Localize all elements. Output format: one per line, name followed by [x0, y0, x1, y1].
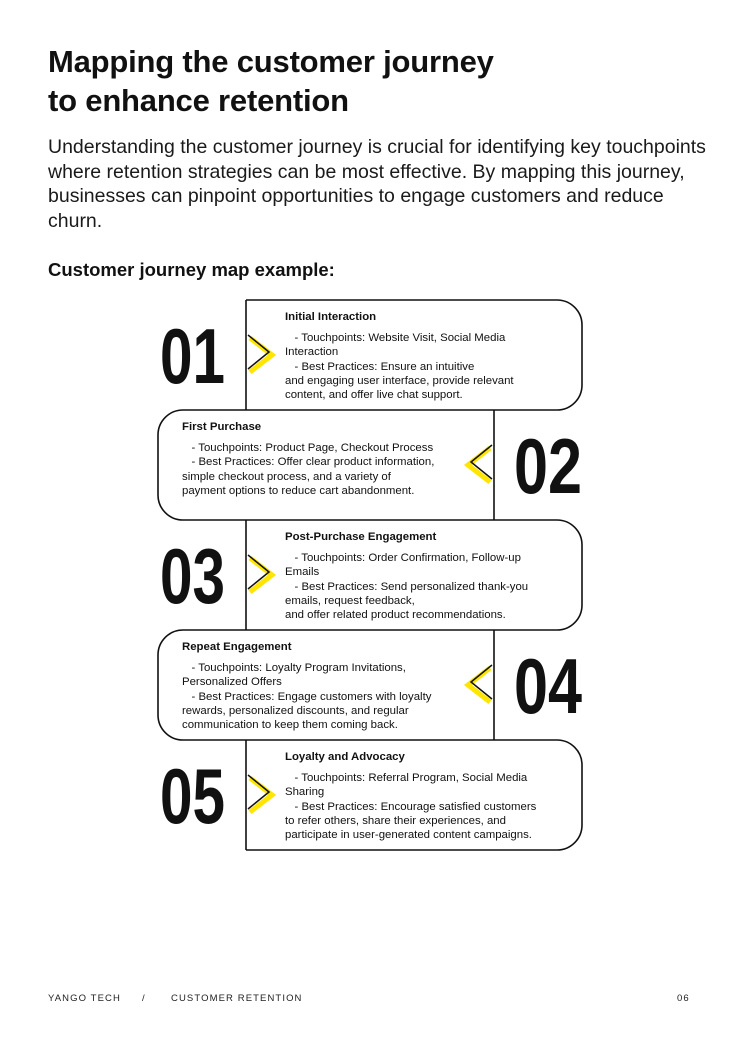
stage-detail-line: - Touchpoints: Loyalty Program Invitations, — [182, 662, 406, 675]
stage-description — [182, 640, 482, 732]
stage-detail-line: Sharing — [285, 786, 325, 799]
footer-section: CUSTOMER RETENTION — [171, 993, 303, 1004]
stage-detail-line: payment options to reduce cart abandonment. — [182, 484, 415, 497]
journey-map-heading: Customer journey map example: — [48, 259, 335, 280]
stage-description — [285, 530, 570, 622]
stage-detail-line: communication to keep them coming back. — [182, 719, 398, 732]
stage-detail-line: simple checkout process, and a variety of — [182, 470, 391, 483]
footer-separator: / — [142, 993, 146, 1004]
stage-detail-line: - Touchpoints: Product Page, Checkout Process — [182, 442, 434, 455]
stage-description — [182, 420, 482, 498]
page-title-line: to enhance retention — [48, 83, 349, 118]
stage-title: Initial Interaction — [285, 311, 377, 323]
stage-title: Post-Purchase Engagement — [285, 531, 437, 543]
stage-title: Repeat Engagement — [182, 641, 292, 653]
chevron-icon — [248, 775, 272, 812]
stage-detail-line: Personalized Offers — [182, 676, 282, 689]
page-title-line: Mapping the customer journey — [48, 44, 494, 79]
stage-description — [285, 310, 570, 402]
stage-number: 03 — [160, 532, 225, 620]
stage-description — [285, 750, 570, 842]
stage-detail-line: Interaction — [285, 346, 339, 359]
stage-detail-line: - Touchpoints: Website Visit, Social Media — [285, 332, 506, 345]
stage-detail-line: participate in user-generated content campaigns. — [285, 829, 532, 842]
stage-detail-line: Emails — [285, 566, 320, 579]
stage-detail-line: - Best Practices: Send personalized thank-you — [285, 580, 529, 593]
intro-paragraph: Understanding the customer journey is crucial for identifying key touchpoints where retention strategies can be most effective. By mapping this journey, businesses can pinpoint opportunities to engage customers and reduce churn. — [48, 136, 706, 232]
stage-number: 05 — [160, 752, 225, 840]
chevron-icon — [248, 335, 272, 372]
footer-page-number: 06 — [677, 993, 690, 1004]
stage-detail-line: - Best Practices: Ensure an intuitive — [285, 360, 475, 373]
stage-detail-line: - Touchpoints: Referral Program, Social Media — [285, 772, 528, 785]
stage-detail-line: - Best Practices: Engage customers with loyalty — [182, 690, 432, 703]
stage-detail-line: content, and offer live chat support. — [285, 389, 463, 402]
stage-detail-line: - Touchpoints: Order Confirmation, Follow-up — [285, 552, 521, 565]
stage-detail-line: emails, request feedback, — [285, 594, 415, 607]
chevron-icon — [248, 555, 272, 592]
stage-detail-line: rewards, personalized discounts, and regular — [182, 704, 409, 717]
stage-title: First Purchase — [182, 421, 262, 433]
stage-number: 04 — [514, 642, 582, 730]
stage-detail-line: and offer related product recommendations. — [285, 609, 506, 622]
stage-detail-line: - Best Practices: Offer clear product information, — [182, 456, 435, 469]
stage-number: 02 — [514, 422, 582, 510]
stage-detail-line: to refer others, share their experiences, and — [285, 814, 506, 827]
stage-detail-line: and engaging user interface, provide relevant — [285, 374, 514, 387]
stage-title: Loyalty and Advocacy — [285, 751, 405, 763]
stage-number: 01 — [160, 312, 225, 400]
footer-brand: YANGO TECH — [48, 993, 121, 1004]
stage-detail-line: - Best Practices: Encourage satisfied customers — [285, 800, 537, 813]
